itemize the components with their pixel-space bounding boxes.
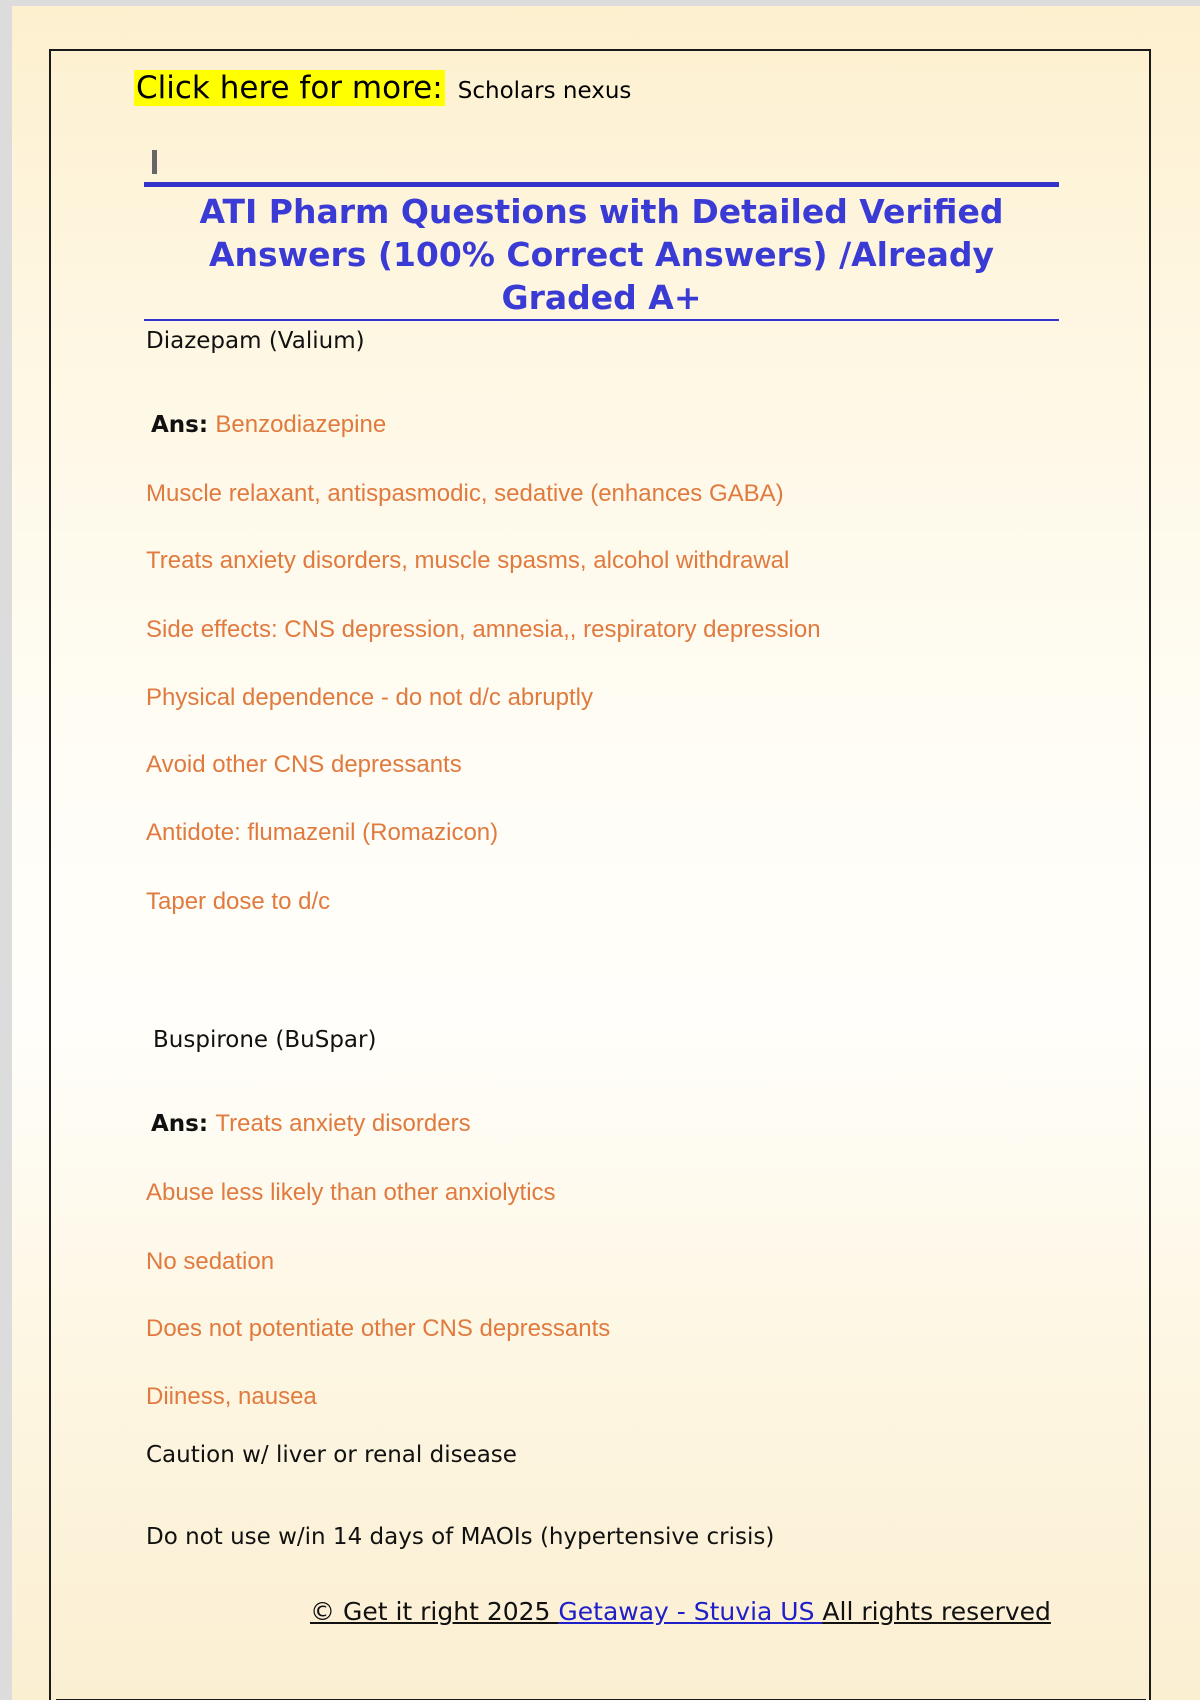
promo-line [134, 70, 631, 106]
answer-line [151, 411, 386, 439]
click-here-link[interactable]: Click here for more: [136, 70, 443, 106]
note-line: Physical dependence - do not d/c abruptly [146, 684, 593, 711]
ans-label: Ans: [151, 412, 209, 438]
answer-text: Benzodiazepine [215, 411, 387, 438]
caution-line: Caution w/ liver or renal disease [146, 1442, 517, 1468]
note-line: Does not potentiate other CNS depressants [146, 1315, 611, 1342]
answer-text: Treats anxiety disorders [215, 1110, 471, 1137]
note-line: No sedation [146, 1248, 275, 1275]
footer-copyright [310, 1597, 1051, 1626]
document-title: ATI Pharm Questions with Detailed Verified Answers (100% Correct Answers) /Already Graded A+ [199, 192, 1004, 317]
note-line: Antidote: flumazenil (Romazicon) [146, 819, 499, 846]
note-line: Taper dose to d/c [146, 888, 331, 915]
note-line: Muscle relaxant, antispasmodic, sedative (enhances GABA) [146, 480, 784, 507]
footer-prefix: © Get it right 2025 [310, 1597, 559, 1626]
drug-name: Diazepam (Valium) [146, 328, 365, 354]
promo-site-name: Scholars nexus [457, 78, 632, 104]
footer-suffix: All rights reserved [822, 1597, 1051, 1626]
note-line: Avoid other CNS depressants [146, 751, 462, 778]
note-line: Abuse less likely than other anxiolytics [146, 1179, 556, 1206]
note-line: Side effects: CNS depression, amnesia,, respiratory depression [146, 616, 821, 643]
title-bottom-rule [144, 319, 1059, 321]
text-cursor-mark [152, 150, 157, 174]
note-line: Treats anxiety disorders, muscle spasms, alcohol withdrawal [146, 547, 790, 574]
footer-link[interactable]: Getaway - Stuvia US [558, 1597, 823, 1626]
caution-line: Do not use w/in 14 days of MAOIs (hypertensive crisis) [146, 1524, 775, 1550]
drug-name: Buspirone (BuSpar) [153, 1027, 377, 1053]
title-top-rule [144, 182, 1059, 187]
ans-label: Ans: [151, 1111, 209, 1137]
note-line: Diiness, nausea [146, 1383, 317, 1410]
answer-line [151, 1110, 471, 1138]
